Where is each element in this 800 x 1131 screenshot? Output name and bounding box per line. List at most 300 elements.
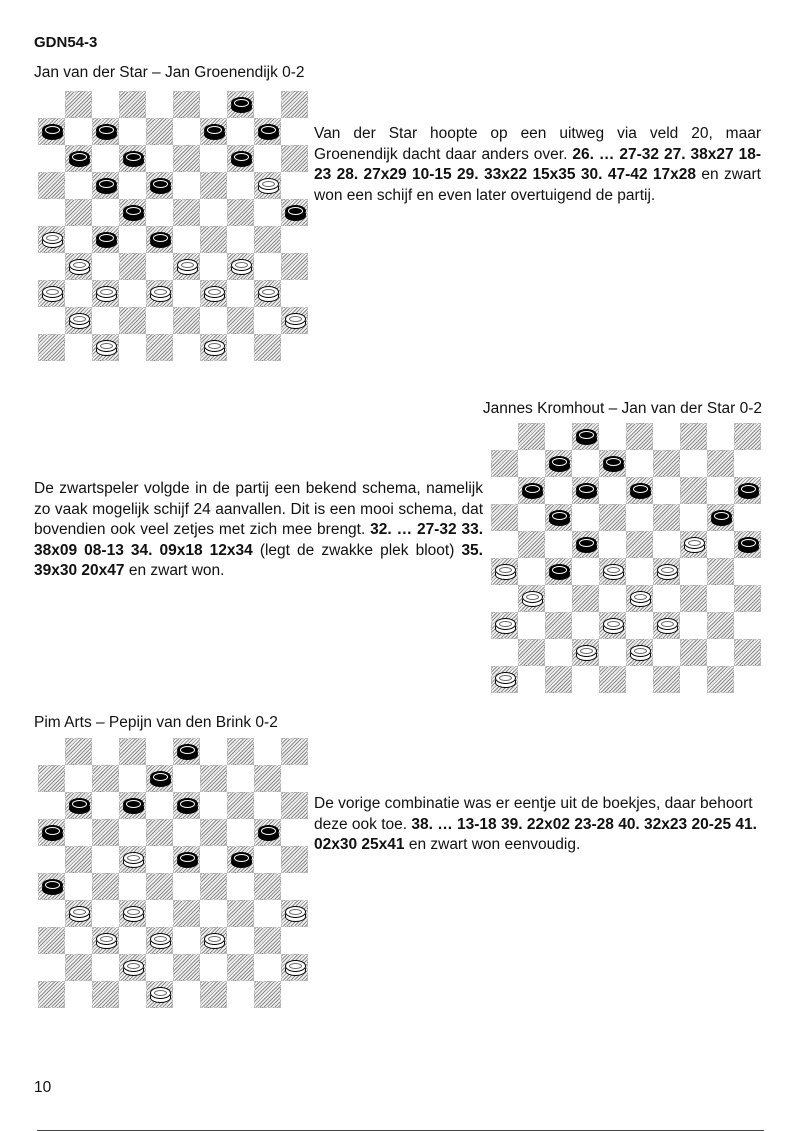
light-square bbox=[173, 981, 200, 1008]
dark-square bbox=[254, 981, 281, 1008]
light-square bbox=[92, 91, 119, 118]
dark-square bbox=[200, 819, 227, 846]
dark-square bbox=[92, 118, 119, 145]
light-square bbox=[227, 226, 254, 253]
white-piece-icon bbox=[684, 537, 705, 554]
light-square bbox=[173, 226, 200, 253]
dark-square bbox=[227, 145, 254, 172]
light-square bbox=[173, 819, 200, 846]
light-square bbox=[65, 172, 92, 199]
light-square bbox=[92, 954, 119, 981]
dark-square bbox=[254, 172, 281, 199]
document-title: GDN54-3 bbox=[34, 34, 98, 51]
light-square bbox=[545, 585, 572, 612]
black-piece-icon bbox=[204, 124, 225, 141]
dark-square bbox=[572, 585, 599, 612]
light-square bbox=[254, 900, 281, 927]
dark-square bbox=[572, 423, 599, 450]
light-square bbox=[626, 450, 653, 477]
dark-square bbox=[38, 927, 65, 954]
dark-square bbox=[38, 280, 65, 307]
light-square bbox=[281, 765, 308, 792]
commentary-text: en zwart won. bbox=[124, 562, 225, 579]
game-1-title: Jan van der Star – Jan Groenendijk 0-2 bbox=[34, 64, 305, 81]
light-square bbox=[281, 334, 308, 361]
light-square bbox=[200, 846, 227, 873]
light-square bbox=[200, 954, 227, 981]
light-square bbox=[653, 423, 680, 450]
light-square bbox=[146, 900, 173, 927]
light-square bbox=[119, 981, 146, 1008]
white-piece-icon bbox=[150, 933, 171, 950]
white-piece-icon bbox=[576, 645, 597, 662]
light-square bbox=[146, 145, 173, 172]
black-piece-icon bbox=[42, 825, 63, 842]
dark-square bbox=[146, 280, 173, 307]
dark-square bbox=[173, 253, 200, 280]
game-2-board bbox=[491, 423, 761, 693]
dark-square bbox=[281, 846, 308, 873]
light-square bbox=[281, 118, 308, 145]
game-3-commentary bbox=[314, 794, 764, 856]
light-square bbox=[734, 666, 761, 693]
light-square bbox=[146, 846, 173, 873]
black-piece-icon bbox=[177, 798, 198, 815]
light-square bbox=[173, 927, 200, 954]
game-2-title: Jannes Kromhout – Jan van der Star 0-2 bbox=[482, 400, 762, 417]
light-square bbox=[281, 873, 308, 900]
dark-square bbox=[65, 846, 92, 873]
white-piece-icon bbox=[177, 259, 198, 276]
light-square bbox=[254, 145, 281, 172]
dark-square bbox=[281, 307, 308, 334]
light-square bbox=[65, 819, 92, 846]
dark-square bbox=[146, 981, 173, 1008]
light-square bbox=[545, 423, 572, 450]
dark-square bbox=[491, 558, 518, 585]
light-square bbox=[119, 334, 146, 361]
light-square bbox=[200, 900, 227, 927]
dark-square bbox=[38, 873, 65, 900]
dark-square bbox=[173, 91, 200, 118]
light-square bbox=[491, 531, 518, 558]
dark-square bbox=[146, 334, 173, 361]
dark-square bbox=[173, 307, 200, 334]
dark-square bbox=[518, 639, 545, 666]
light-square bbox=[707, 423, 734, 450]
light-square bbox=[572, 666, 599, 693]
dark-square bbox=[518, 477, 545, 504]
light-square bbox=[92, 199, 119, 226]
game-3-title: Pim Arts – Pepijn van den Brink 0-2 bbox=[34, 714, 278, 731]
light-square bbox=[119, 819, 146, 846]
light-square bbox=[599, 585, 626, 612]
dark-square bbox=[173, 954, 200, 981]
white-piece-icon bbox=[258, 286, 279, 303]
black-piece-icon bbox=[69, 798, 90, 815]
dark-square bbox=[119, 91, 146, 118]
light-square bbox=[653, 639, 680, 666]
dark-square bbox=[626, 477, 653, 504]
dark-square bbox=[707, 450, 734, 477]
white-piece-icon bbox=[150, 286, 171, 303]
dark-square bbox=[200, 765, 227, 792]
black-piece-icon bbox=[549, 510, 570, 527]
light-square bbox=[518, 612, 545, 639]
light-square bbox=[200, 738, 227, 765]
light-square bbox=[572, 612, 599, 639]
black-piece-icon bbox=[576, 429, 597, 446]
light-square bbox=[38, 199, 65, 226]
black-piece-icon bbox=[177, 744, 198, 761]
light-square bbox=[281, 172, 308, 199]
light-square bbox=[707, 585, 734, 612]
commentary-text: De zwartspeler volgde in de partij een bekend schema, namelijk zo vaak mogelijk schijf 24 aanvallen. Dit is een mooi schema, dat bovendien ook veel zetjes met zich mee brengt. bbox=[34, 480, 483, 538]
dark-square bbox=[572, 531, 599, 558]
white-piece-icon bbox=[495, 564, 516, 581]
dark-square bbox=[281, 900, 308, 927]
dark-square bbox=[65, 307, 92, 334]
dark-square bbox=[227, 846, 254, 873]
light-square bbox=[200, 307, 227, 334]
dark-square bbox=[65, 738, 92, 765]
black-piece-icon bbox=[231, 97, 252, 114]
light-square bbox=[491, 423, 518, 450]
light-square bbox=[626, 666, 653, 693]
dark-square bbox=[707, 666, 734, 693]
light-square bbox=[281, 280, 308, 307]
light-square bbox=[65, 280, 92, 307]
white-piece-icon bbox=[285, 906, 306, 923]
light-square bbox=[572, 504, 599, 531]
light-square bbox=[65, 981, 92, 1008]
light-square bbox=[119, 927, 146, 954]
black-piece-icon bbox=[150, 178, 171, 195]
light-square bbox=[65, 334, 92, 361]
black-piece-icon bbox=[123, 798, 144, 815]
dark-square bbox=[38, 765, 65, 792]
light-square bbox=[626, 612, 653, 639]
dark-square bbox=[281, 738, 308, 765]
dark-square bbox=[254, 280, 281, 307]
dark-square bbox=[572, 477, 599, 504]
dark-square bbox=[146, 819, 173, 846]
dark-square bbox=[545, 666, 572, 693]
black-piece-icon bbox=[150, 771, 171, 788]
dark-square bbox=[92, 334, 119, 361]
dark-square bbox=[680, 477, 707, 504]
dark-square bbox=[119, 846, 146, 873]
black-piece-icon bbox=[738, 483, 759, 500]
light-square bbox=[281, 927, 308, 954]
white-piece-icon bbox=[42, 286, 63, 303]
light-square bbox=[227, 873, 254, 900]
dark-square bbox=[65, 145, 92, 172]
dark-square bbox=[146, 226, 173, 253]
dark-square bbox=[680, 585, 707, 612]
white-piece-icon bbox=[495, 672, 516, 689]
dark-square bbox=[545, 504, 572, 531]
dark-square bbox=[545, 450, 572, 477]
black-piece-icon bbox=[738, 537, 759, 554]
light-square bbox=[653, 585, 680, 612]
light-square bbox=[599, 531, 626, 558]
commentary-text: en zwart won een schijf en even later overtuigend de partij. bbox=[314, 166, 761, 204]
dark-square bbox=[200, 172, 227, 199]
dark-square bbox=[65, 954, 92, 981]
dark-square bbox=[38, 226, 65, 253]
light-square bbox=[227, 118, 254, 145]
dark-square bbox=[545, 558, 572, 585]
white-piece-icon bbox=[657, 564, 678, 581]
light-square bbox=[707, 477, 734, 504]
dark-square bbox=[146, 873, 173, 900]
dark-square bbox=[119, 738, 146, 765]
light-square bbox=[227, 172, 254, 199]
light-square bbox=[173, 118, 200, 145]
game-1-commentary bbox=[314, 124, 761, 206]
light-square bbox=[173, 280, 200, 307]
dark-square bbox=[227, 954, 254, 981]
light-square bbox=[254, 199, 281, 226]
dark-square bbox=[92, 873, 119, 900]
light-square bbox=[119, 172, 146, 199]
dark-square bbox=[653, 504, 680, 531]
light-square bbox=[65, 927, 92, 954]
white-piece-icon bbox=[285, 313, 306, 330]
light-square bbox=[119, 765, 146, 792]
dark-square bbox=[119, 145, 146, 172]
light-square bbox=[254, 253, 281, 280]
black-piece-icon bbox=[96, 232, 117, 249]
commentary-text: De vorige combinatie was er eentje uit de boekjes, daar behoort deze ook toe. bbox=[314, 795, 753, 833]
dark-square bbox=[65, 253, 92, 280]
black-piece-icon bbox=[42, 124, 63, 141]
light-square bbox=[119, 873, 146, 900]
white-piece-icon bbox=[96, 286, 117, 303]
light-square bbox=[680, 504, 707, 531]
light-square bbox=[119, 280, 146, 307]
light-square bbox=[38, 846, 65, 873]
light-square bbox=[92, 307, 119, 334]
light-square bbox=[146, 307, 173, 334]
white-piece-icon bbox=[42, 232, 63, 249]
light-square bbox=[38, 738, 65, 765]
light-square bbox=[518, 666, 545, 693]
dark-square bbox=[173, 199, 200, 226]
dark-square bbox=[200, 981, 227, 1008]
dark-square bbox=[146, 118, 173, 145]
dark-square bbox=[38, 819, 65, 846]
dark-square bbox=[173, 145, 200, 172]
light-square bbox=[65, 873, 92, 900]
move-notation: 38. … 13-18 39. 22x02 23-28 40. 32x23 20-25 41. 02x30 25x41 bbox=[314, 815, 757, 853]
light-square bbox=[518, 558, 545, 585]
light-square bbox=[734, 612, 761, 639]
move-notation: 35. 39x30 20x47 bbox=[34, 541, 483, 579]
dark-square bbox=[173, 738, 200, 765]
black-piece-icon bbox=[711, 510, 732, 527]
dark-square bbox=[227, 199, 254, 226]
move-notation: 26. … 27-32 27. 38x27 18-23 28. 27x29 10-15 29. 33x22 15x35 30. 47-42 17x28 bbox=[314, 145, 762, 183]
dark-square bbox=[518, 531, 545, 558]
light-square bbox=[38, 253, 65, 280]
dark-square bbox=[626, 639, 653, 666]
dark-square bbox=[92, 765, 119, 792]
dark-square bbox=[92, 172, 119, 199]
dark-square bbox=[38, 334, 65, 361]
light-square bbox=[146, 738, 173, 765]
light-square bbox=[146, 91, 173, 118]
dark-square bbox=[734, 585, 761, 612]
black-piece-icon bbox=[69, 151, 90, 168]
light-square bbox=[38, 900, 65, 927]
dark-square bbox=[734, 639, 761, 666]
light-square bbox=[680, 450, 707, 477]
dark-square bbox=[707, 558, 734, 585]
dark-square bbox=[491, 666, 518, 693]
white-piece-icon bbox=[522, 591, 543, 608]
dark-square bbox=[734, 531, 761, 558]
dark-square bbox=[599, 504, 626, 531]
light-square bbox=[707, 531, 734, 558]
black-piece-icon bbox=[177, 852, 198, 869]
light-square bbox=[734, 450, 761, 477]
dark-square bbox=[92, 819, 119, 846]
white-piece-icon bbox=[204, 286, 225, 303]
light-square bbox=[572, 450, 599, 477]
light-square bbox=[227, 280, 254, 307]
dark-square bbox=[707, 612, 734, 639]
dark-square bbox=[173, 846, 200, 873]
light-square bbox=[38, 307, 65, 334]
light-square bbox=[599, 477, 626, 504]
black-piece-icon bbox=[258, 124, 279, 141]
light-square bbox=[119, 226, 146, 253]
light-square bbox=[38, 91, 65, 118]
dark-square bbox=[227, 900, 254, 927]
black-piece-icon bbox=[603, 456, 624, 473]
light-square bbox=[680, 666, 707, 693]
dark-square bbox=[65, 792, 92, 819]
move-notation: 32. … 27-32 33. 38x09 08-13 34. 09x18 12x34 bbox=[34, 521, 483, 559]
light-square bbox=[227, 334, 254, 361]
light-square bbox=[38, 792, 65, 819]
black-piece-icon bbox=[576, 483, 597, 500]
white-piece-icon bbox=[69, 313, 90, 330]
white-piece-icon bbox=[69, 906, 90, 923]
dark-square bbox=[599, 450, 626, 477]
black-piece-icon bbox=[123, 205, 144, 222]
black-piece-icon bbox=[630, 483, 651, 500]
white-piece-icon bbox=[630, 645, 651, 662]
black-piece-icon bbox=[231, 151, 252, 168]
light-square bbox=[254, 307, 281, 334]
light-square bbox=[92, 792, 119, 819]
light-square bbox=[254, 846, 281, 873]
black-piece-icon bbox=[576, 537, 597, 554]
light-square bbox=[545, 477, 572, 504]
dark-square bbox=[65, 900, 92, 927]
black-piece-icon bbox=[549, 564, 570, 581]
light-square bbox=[599, 423, 626, 450]
dark-square bbox=[491, 450, 518, 477]
light-square bbox=[491, 639, 518, 666]
white-piece-icon bbox=[657, 618, 678, 635]
light-square bbox=[173, 765, 200, 792]
white-piece-icon bbox=[123, 852, 144, 869]
dark-square bbox=[254, 226, 281, 253]
dark-square bbox=[254, 819, 281, 846]
dark-square bbox=[653, 666, 680, 693]
light-square bbox=[146, 954, 173, 981]
dark-square bbox=[200, 873, 227, 900]
light-square bbox=[92, 900, 119, 927]
light-square bbox=[518, 504, 545, 531]
dark-square bbox=[227, 792, 254, 819]
black-piece-icon bbox=[150, 232, 171, 249]
light-square bbox=[200, 145, 227, 172]
dark-square bbox=[200, 334, 227, 361]
light-square bbox=[227, 819, 254, 846]
light-square bbox=[281, 226, 308, 253]
light-square bbox=[38, 954, 65, 981]
light-square bbox=[227, 927, 254, 954]
dark-square bbox=[680, 531, 707, 558]
dark-square bbox=[200, 927, 227, 954]
black-piece-icon bbox=[285, 205, 306, 222]
dark-square bbox=[680, 639, 707, 666]
dark-square bbox=[653, 558, 680, 585]
dark-square bbox=[254, 334, 281, 361]
dark-square bbox=[200, 226, 227, 253]
dark-square bbox=[281, 91, 308, 118]
white-piece-icon bbox=[123, 960, 144, 977]
dark-square bbox=[281, 145, 308, 172]
light-square bbox=[146, 253, 173, 280]
dark-square bbox=[146, 765, 173, 792]
game-2-commentary bbox=[34, 479, 483, 582]
light-square bbox=[65, 765, 92, 792]
dark-square bbox=[599, 666, 626, 693]
light-square bbox=[200, 91, 227, 118]
light-square bbox=[200, 199, 227, 226]
dark-square bbox=[227, 738, 254, 765]
light-square bbox=[92, 738, 119, 765]
light-square bbox=[254, 792, 281, 819]
dark-square bbox=[734, 477, 761, 504]
light-square bbox=[227, 765, 254, 792]
dark-square bbox=[599, 558, 626, 585]
light-square bbox=[65, 118, 92, 145]
dark-square bbox=[281, 792, 308, 819]
light-square bbox=[491, 477, 518, 504]
white-piece-icon bbox=[123, 906, 144, 923]
dark-square bbox=[227, 91, 254, 118]
light-square bbox=[281, 819, 308, 846]
white-piece-icon bbox=[630, 591, 651, 608]
dark-square bbox=[65, 199, 92, 226]
black-piece-icon bbox=[549, 456, 570, 473]
light-square bbox=[65, 226, 92, 253]
black-piece-icon bbox=[42, 879, 63, 896]
light-square bbox=[254, 954, 281, 981]
black-piece-icon bbox=[123, 151, 144, 168]
game-3-board bbox=[38, 738, 308, 1008]
white-piece-icon bbox=[603, 618, 624, 635]
dark-square bbox=[626, 531, 653, 558]
dark-square bbox=[65, 91, 92, 118]
